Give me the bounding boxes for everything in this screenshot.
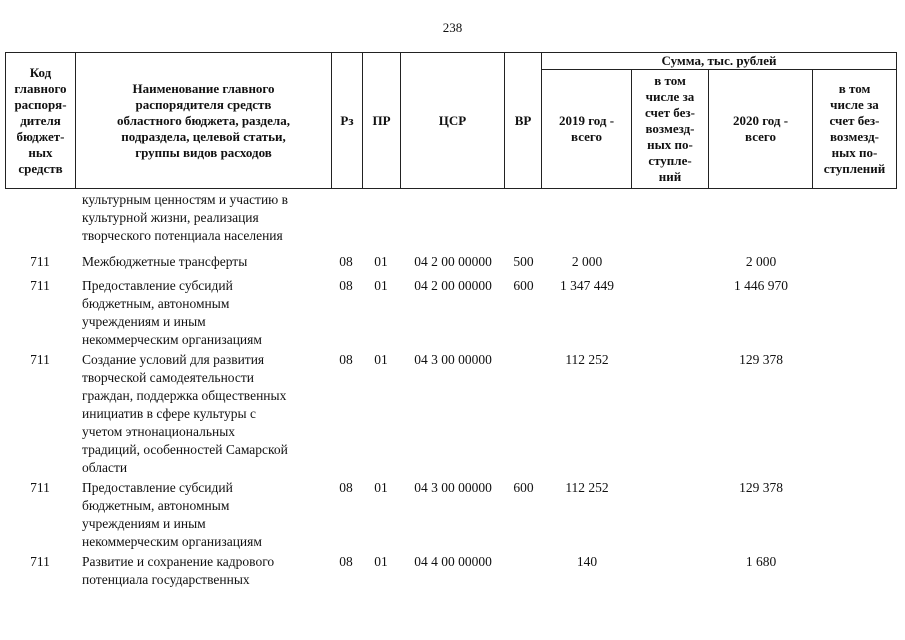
cell-vr: 500 [513,254,534,269]
cell-code: 711 [30,554,50,569]
header-line: Код [29,64,52,80]
table-row [5,553,896,593]
cell-s2020: 1 446 970 [734,278,788,293]
header-2019-incl [632,70,709,189]
header-line: 2020 год - [732,113,789,128]
table-row [5,277,896,349]
header-line: в том [838,81,871,96]
name-line: культурным ценностям и участию в [82,192,289,207]
header-line: числе за [645,89,695,104]
header-line: распорядителя средств [135,96,272,112]
cell-pr: 01 [374,254,388,269]
cell-rz: 08 [339,352,353,367]
header-line: в том [654,73,686,88]
cell-code: 711 [30,278,50,293]
name-line: Создание условий для развития [82,352,265,367]
name-line: учреждениям и иным [82,516,206,531]
cell-pr: 01 [374,554,388,569]
table-row [5,253,896,275]
cell-name [82,351,332,477]
header-line: подраздела, целевой статьи, [121,128,286,144]
header-line: дителя [20,112,61,128]
page-number: 238 [442,20,463,35]
cell-name [82,553,332,589]
cell-name [82,277,332,349]
name-line: традиций, особенностей Самарской [82,442,288,457]
cell-csr: 04 4 00 00000 [414,554,492,569]
cell-rz: 08 [339,254,353,269]
name-line: Предоставление субсидий [82,278,233,293]
cell-csr: 04 2 00 00000 [414,254,492,269]
name-line: области [82,460,128,475]
header-code [6,53,76,189]
name-line: инициатив в сфере культуры с [82,406,256,421]
header-line: ных по- [647,137,693,152]
table-row [5,191,896,245]
header-line: ных [28,144,53,160]
table-header [5,52,897,189]
header-line: областного бюджета, раздела, [117,112,290,128]
cell-csr: 04 3 00 00000 [414,480,492,495]
cell-csr: 04 2 00 00000 [414,278,492,293]
header-line: возмезд- [645,121,695,136]
cell-vr: 600 [513,278,534,293]
header-line: главного [14,80,67,96]
cell-pr: 01 [374,480,388,495]
header-vr: ВР [505,53,542,189]
header-sum-title: Сумма, тыс. рублей [542,53,897,70]
name-line: бюджетным, автономным [82,296,230,311]
header-line: ступле- [648,153,692,168]
name-line: учетом этнонациональных [82,424,236,439]
header-csr: ЦСР [401,53,505,189]
header-line: всего [571,129,602,144]
cell-s2020: 2 000 [745,254,777,269]
cell-name [82,479,332,551]
name-line: творческого потенциала населения [82,228,283,243]
name-line: некоммерческим организациям [82,534,262,549]
cell-s2019: 140 [576,554,598,569]
header-name [76,53,332,189]
name-line: бюджетным, автономным [82,498,230,513]
cell-csr: 04 3 00 00000 [414,352,492,367]
cell-s2020: 1 680 [745,554,777,569]
table-row [5,479,896,551]
header-line: Наименование главного [132,80,275,96]
name-line: Предоставление субсидий [82,480,233,495]
cell-rz: 08 [339,554,353,569]
header-line: распоря- [14,96,67,112]
header-line: ных по- [831,145,878,160]
header-line: счет без- [645,105,695,120]
header-line: ний [658,169,682,184]
cell-code: 711 [30,352,50,367]
name-line: некоммерческим организациям [82,332,262,347]
cell-s2019: 2 000 [571,254,603,269]
header-line: счет без- [829,113,880,128]
header-line: возмезд- [830,129,879,144]
header-line: 2019 год - [558,113,615,128]
name-line: Развитие и сохранение кадрового [82,554,275,569]
cell-pr: 01 [374,352,388,367]
name-line: творческой самодеятельности [82,370,255,385]
header-line: группы видов расходов [135,144,272,160]
header-pr: ПР [363,53,401,189]
cell-s2020: 129 378 [739,352,783,367]
header-rz: Рз [332,53,363,189]
name-line: Межбюджетные трансферты [82,254,248,269]
cell-s2019: 112 252 [565,480,609,495]
cell-code: 711 [30,480,50,495]
header-2020-incl [813,70,897,189]
header-line: числе за [830,97,879,112]
header-2020-total [709,70,813,189]
cell-s2019: 1 347 449 [560,278,614,293]
cell-s2019: 112 252 [565,352,609,367]
cell-s2020: 129 378 [739,480,783,495]
table-row [5,351,896,477]
cell-rz: 08 [339,480,353,495]
cell-name [82,253,332,271]
header-line: бюджет- [16,128,65,144]
name-line: граждан, поддержка общественных [82,388,287,403]
header-line: ступлений [823,161,886,176]
header-line: средств [18,160,63,176]
name-line: потенциала государственных [82,572,250,587]
cell-rz: 08 [339,278,353,293]
cell-name [82,191,332,245]
cell-pr: 01 [374,278,388,293]
cell-code: 711 [30,254,50,269]
name-line: культурной жизни, реализация [82,210,259,225]
cell-vr: 600 [513,480,534,495]
name-line: учреждениям и иным [82,314,206,329]
header-line: всего [745,129,776,144]
header-2019-total [542,70,632,189]
